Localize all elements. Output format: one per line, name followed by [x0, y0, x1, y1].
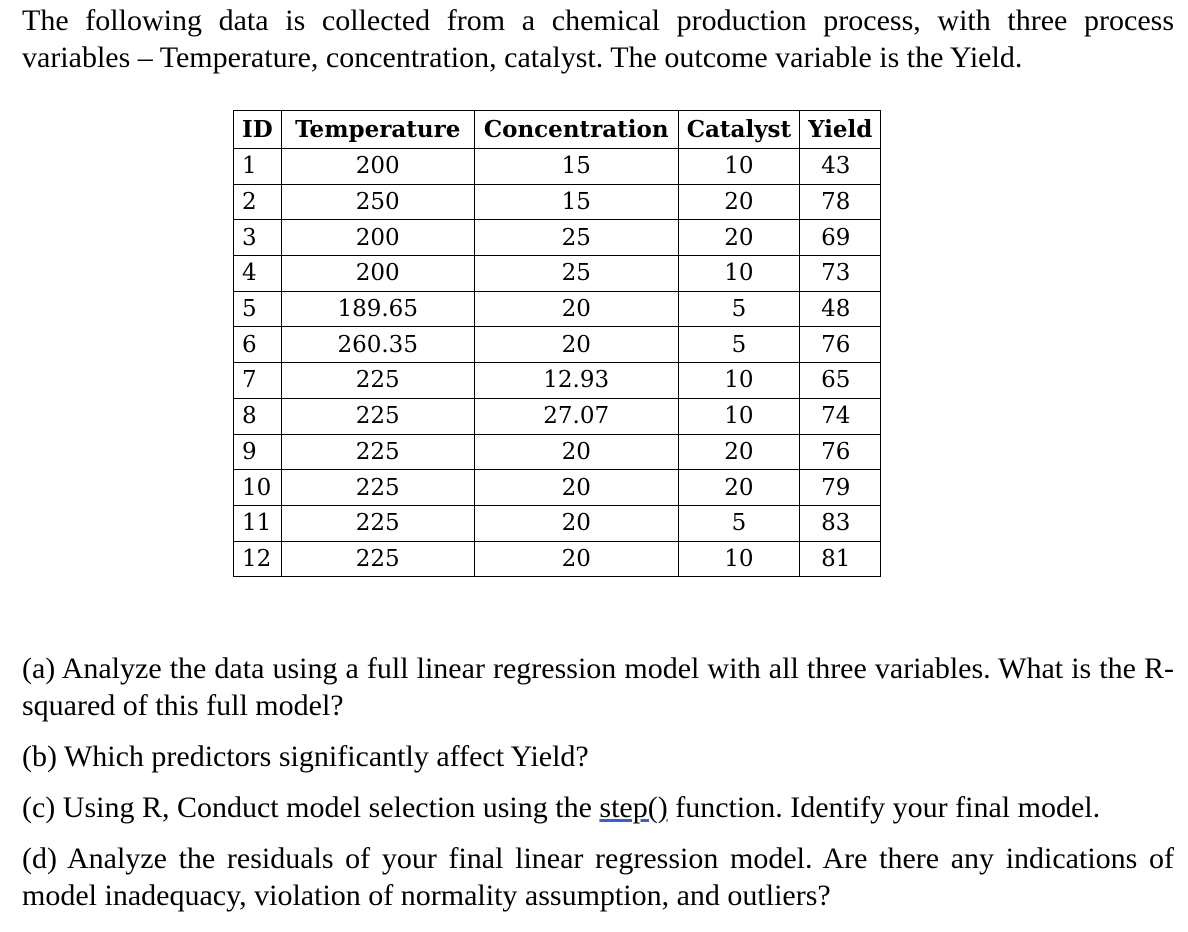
cell-catalyst: 5 [678, 327, 799, 363]
cell-id: 12 [234, 541, 282, 577]
cell-yield: 83 [800, 505, 881, 541]
intro-paragraph: The following data is collected from a chemical production process, with three process variables – Temperature, concentration, catalyst. The outcome variable is the Yield. [22, 4, 1174, 74]
cell-concentration: 20 [474, 434, 678, 470]
question-a: (a) Analyze the data using a full linear regression model with all three variables. What is the R-squared of this full model? [22, 652, 1174, 722]
table-row [234, 149, 881, 185]
cell-catalyst: 10 [678, 398, 799, 434]
table-header-row [234, 111, 881, 149]
cell-concentration: 15 [474, 184, 678, 220]
header-concentration: Concentration [474, 111, 678, 149]
cell-catalyst: 10 [678, 149, 799, 185]
cell-temperature: 200 [281, 256, 474, 292]
cell-temperature: 225 [281, 434, 474, 470]
header-yield: Yield [800, 111, 881, 149]
cell-id: 10 [234, 470, 282, 506]
cell-id: 2 [234, 184, 282, 220]
table-row [234, 541, 881, 577]
question-d: (d) Analyze the residuals of your final linear regression model. Are there any indications of model inadequacy, violation of normality assumption, and outliers? [22, 842, 1174, 912]
cell-temperature: 260.35 [281, 327, 474, 363]
cell-concentration: 15 [474, 149, 678, 185]
question-c [22, 789, 1174, 826]
cell-yield: 65 [800, 363, 881, 399]
cell-id: 11 [234, 505, 282, 541]
cell-temperature: 189.65 [281, 291, 474, 327]
cell-temperature: 225 [281, 363, 474, 399]
cell-concentration: 20 [474, 327, 678, 363]
cell-temperature: 225 [281, 541, 474, 577]
cell-temperature: 225 [281, 470, 474, 506]
cell-concentration: 20 [474, 541, 678, 577]
cell-catalyst: 10 [678, 541, 799, 577]
cell-yield: 48 [800, 291, 881, 327]
cell-id: 9 [234, 434, 282, 470]
question-c-text: (c) Using R, Conduct model selection using the [22, 791, 600, 824]
question-c-text-end: function. Identify your final model. [667, 791, 1101, 824]
cell-concentration: 25 [474, 220, 678, 256]
cell-concentration: 27.07 [474, 398, 678, 434]
cell-id: 6 [234, 327, 282, 363]
cell-catalyst: 5 [678, 505, 799, 541]
table-row [234, 256, 881, 292]
cell-catalyst: 10 [678, 256, 799, 292]
cell-id: 5 [234, 291, 282, 327]
cell-id: 3 [234, 220, 282, 256]
process-data-table [233, 110, 881, 577]
cell-concentration: 12.93 [474, 363, 678, 399]
cell-temperature: 225 [281, 398, 474, 434]
cell-catalyst: 20 [678, 434, 799, 470]
table-row [234, 398, 881, 434]
questions-section [22, 650, 1174, 928]
cell-id: 8 [234, 398, 282, 434]
cell-yield: 78 [800, 184, 881, 220]
header-catalyst: Catalyst [678, 111, 799, 149]
cell-temperature: 250 [281, 184, 474, 220]
cell-yield: 74 [800, 398, 881, 434]
cell-catalyst: 10 [678, 363, 799, 399]
table-row [234, 505, 881, 541]
cell-yield: 73 [800, 256, 881, 292]
table-row [234, 363, 881, 399]
cell-yield: 76 [800, 434, 881, 470]
cell-catalyst: 20 [678, 184, 799, 220]
cell-catalyst: 5 [678, 291, 799, 327]
cell-concentration: 20 [474, 505, 678, 541]
cell-yield: 43 [800, 149, 881, 185]
cell-catalyst: 20 [678, 470, 799, 506]
cell-yield: 69 [800, 220, 881, 256]
cell-yield: 76 [800, 327, 881, 363]
table-row [234, 327, 881, 363]
table-row [234, 184, 881, 220]
step-function-reference: step() [599, 791, 668, 824]
cell-concentration: 20 [474, 291, 678, 327]
cell-temperature: 225 [281, 505, 474, 541]
table-row [234, 220, 881, 256]
table-row [234, 434, 881, 470]
cell-id: 1 [234, 149, 282, 185]
table-row [234, 470, 881, 506]
cell-temperature: 200 [281, 149, 474, 185]
cell-concentration: 20 [474, 470, 678, 506]
header-temperature: Temperature [281, 111, 474, 149]
table-body [234, 149, 881, 577]
cell-id: 4 [234, 256, 282, 292]
cell-yield: 81 [800, 541, 881, 577]
cell-catalyst: 20 [678, 220, 799, 256]
header-id: ID [234, 111, 282, 149]
table-row [234, 291, 881, 327]
cell-temperature: 200 [281, 220, 474, 256]
cell-concentration: 25 [474, 256, 678, 292]
question-b: (b) Which predictors significantly affect Yield? [22, 740, 589, 773]
cell-yield: 79 [800, 470, 881, 506]
cell-id: 7 [234, 363, 282, 399]
